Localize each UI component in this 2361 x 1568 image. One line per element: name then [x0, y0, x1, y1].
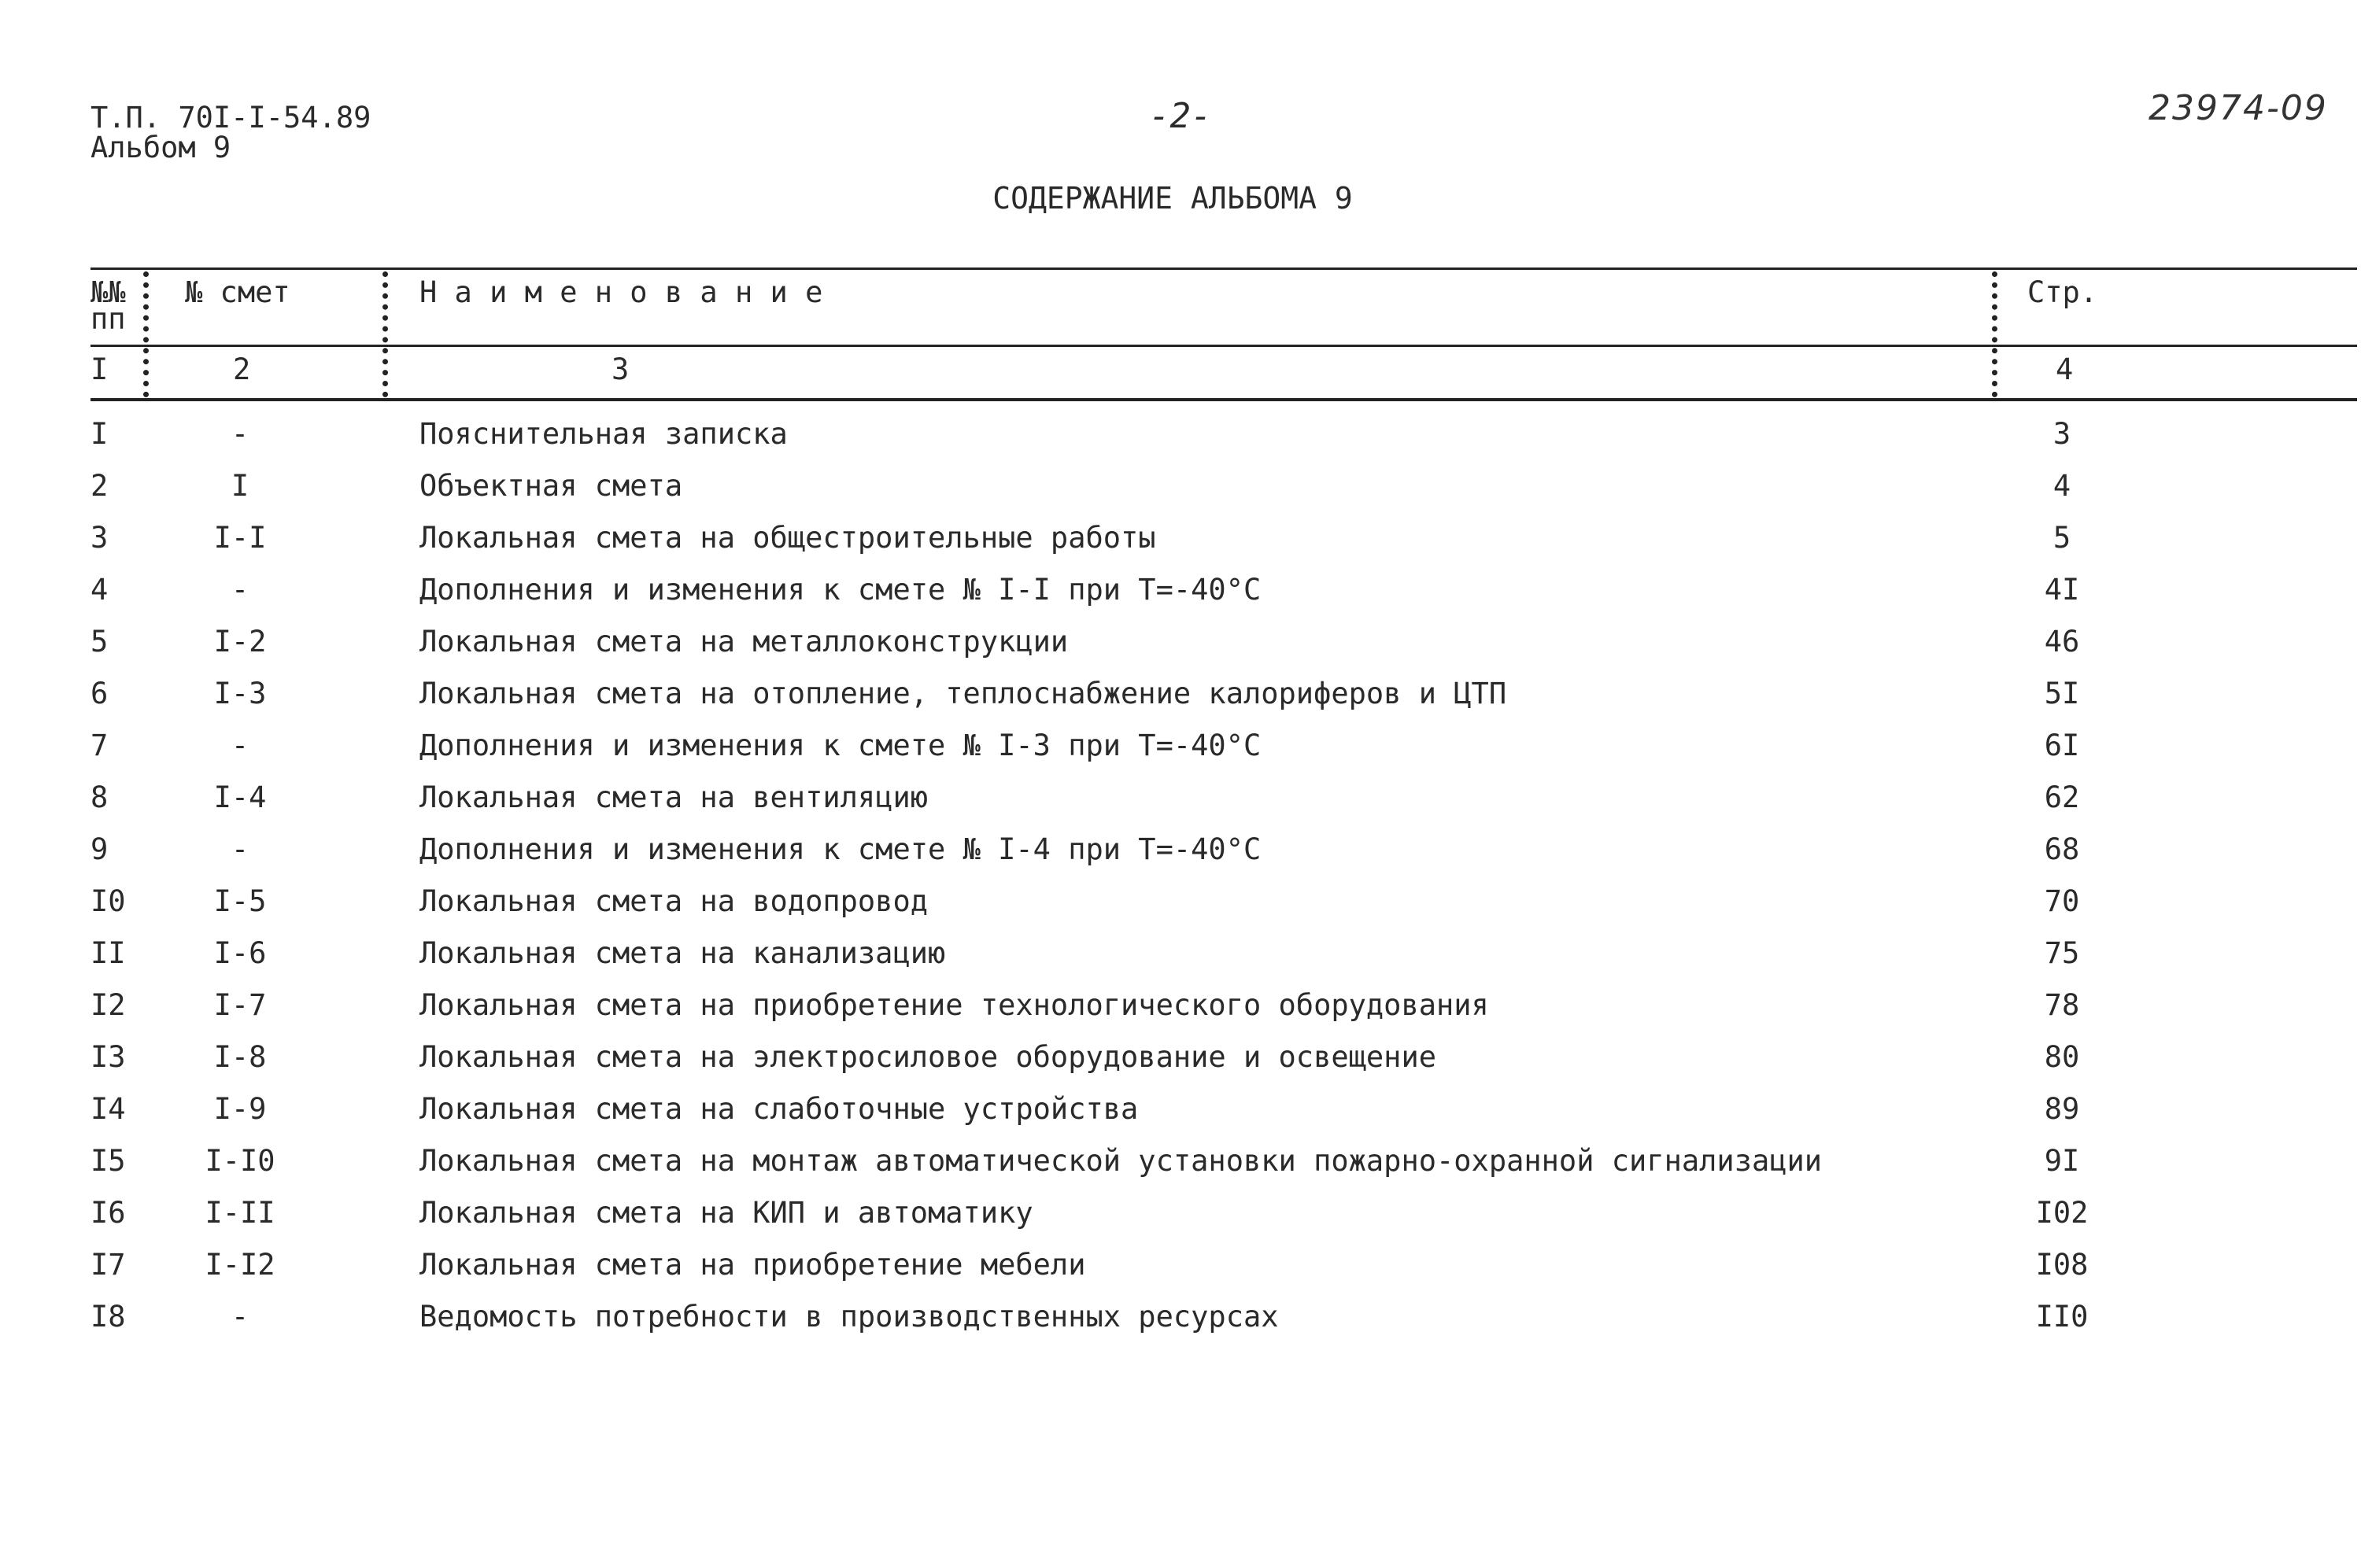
row-number: I7: [91, 1248, 126, 1282]
row-number: I2: [91, 988, 126, 1022]
row-estimate: I-II: [205, 1196, 275, 1230]
header-num-line2: пп: [91, 302, 126, 336]
row-number: I3: [91, 1040, 126, 1074]
column-number: 3: [611, 352, 630, 386]
row-page: 9I: [2044, 1144, 2080, 1178]
table-column-number-rule: [91, 398, 2357, 401]
row-number: 6: [91, 677, 109, 710]
row-name: Локальная смета на монтаж автоматической установки пожарно-охранной сигнализации: [419, 1144, 1823, 1178]
row-name: Локальная смета на канализацию: [419, 936, 946, 970]
column-divider: [1992, 271, 1997, 397]
table-row: [0, 573, 2361, 625]
row-estimate: I-4: [213, 780, 267, 814]
row-page: 3: [2052, 417, 2071, 451]
table-row: [0, 625, 2361, 677]
row-number: 9: [91, 832, 109, 866]
row-name: Локальная смета на отопление, теплоснабжение калориферов и ЦТП: [419, 677, 1507, 710]
row-number: 5: [91, 625, 109, 659]
row-name: Локальная смета на электросиловое оборудование и освещение: [419, 1040, 1437, 1074]
row-page: 78: [2044, 988, 2080, 1022]
row-page: 68: [2044, 832, 2080, 866]
row-number: I: [91, 417, 109, 451]
table-row: [0, 1300, 2361, 1352]
document-code: Т.П. 70I-I-54.89: [91, 101, 371, 135]
row-number: I5: [91, 1144, 126, 1178]
table-row: [0, 729, 2361, 780]
row-estimate: I-6: [213, 936, 267, 970]
row-page: 5I: [2044, 677, 2080, 710]
table-row: [0, 417, 2361, 469]
row-estimate: -: [231, 573, 249, 607]
row-estimate: -: [231, 1300, 249, 1334]
row-name: Ведомость потребности в производственных ресурсах: [419, 1300, 1279, 1334]
row-number: 8: [91, 780, 109, 814]
row-page: 46: [2044, 625, 2080, 659]
row-estimate: -: [231, 729, 249, 762]
row-name: Объектная смета: [419, 469, 683, 503]
column-divider: [382, 271, 388, 397]
row-estimate: I-8: [213, 1040, 267, 1074]
row-name: Дополнения и изменения к смете № I-I при Т=-40°С: [419, 573, 1262, 607]
row-page: 70: [2044, 884, 2080, 918]
table-row: [0, 1196, 2361, 1248]
row-estimate: I: [231, 469, 249, 503]
row-number: I4: [91, 1092, 126, 1126]
row-name: Локальная смета на слаботочные устройства: [419, 1092, 1139, 1126]
table-row: [0, 469, 2361, 521]
row-name: Локальная смета на общестроительные работы: [419, 521, 1156, 555]
row-estimate: I-2: [213, 625, 267, 659]
table-row: [0, 521, 2361, 573]
row-estimate: I-5: [213, 884, 267, 918]
row-number: II: [91, 936, 126, 970]
header-name: Н а и м е н о в а н и е: [419, 275, 823, 309]
row-estimate: I-9: [213, 1092, 267, 1126]
header-num-line1: №№: [91, 275, 126, 309]
row-page: 5: [2052, 521, 2071, 555]
row-number: 2: [91, 469, 109, 503]
row-page: 89: [2044, 1092, 2080, 1126]
row-page: 4I: [2044, 573, 2080, 607]
table-row: [0, 832, 2361, 884]
header-page: Стр.: [2027, 275, 2098, 309]
column-number: I: [91, 352, 109, 386]
row-estimate: I-I0: [205, 1144, 275, 1178]
table-row: [0, 988, 2361, 1040]
row-page: I08: [2035, 1248, 2089, 1282]
row-name: Локальная смета на КИП и автоматику: [419, 1196, 1033, 1230]
row-name: Локальная смета на приобретение технологического оборудования: [419, 988, 1489, 1022]
row-page: 62: [2044, 780, 2080, 814]
table-row: [0, 780, 2361, 832]
row-page: 80: [2044, 1040, 2080, 1074]
row-estimate: I-7: [213, 988, 267, 1022]
table-row: [0, 1248, 2361, 1300]
row-name: Локальная смета на вентиляцию: [419, 780, 929, 814]
row-name: Пояснительная записка: [419, 417, 788, 451]
row-number: 7: [91, 729, 109, 762]
table-row: [0, 884, 2361, 936]
row-number: I8: [91, 1300, 126, 1334]
album-label: Альбом 9: [91, 131, 231, 164]
table-row: [0, 1144, 2361, 1196]
row-estimate: -: [231, 417, 249, 451]
row-page: I02: [2035, 1196, 2089, 1230]
row-name: Локальная смета на приобретение мебели: [419, 1248, 1086, 1282]
row-estimate: I-I: [213, 521, 267, 555]
page-title: [0, 181, 2361, 216]
row-number: I6: [91, 1196, 126, 1230]
row-estimate: I-3: [213, 677, 267, 710]
handwritten-number: 23974-09: [2149, 88, 2328, 128]
column-number: 2: [233, 352, 251, 386]
row-estimate: I-I2: [205, 1248, 275, 1282]
table-row: [0, 677, 2361, 729]
row-number: I0: [91, 884, 126, 918]
table-header-rule: [91, 345, 2357, 347]
row-name: Локальная смета на металлоконструкции: [419, 625, 1069, 659]
row-estimate: -: [231, 832, 249, 866]
table-row: [0, 1092, 2361, 1144]
row-number: 4: [91, 573, 109, 607]
column-number: 4: [2056, 352, 2074, 386]
row-name: Локальная смета на водопровод: [419, 884, 929, 918]
row-page: 75: [2044, 936, 2080, 970]
page-title-text: СОДЕРЖАНИЕ АЛЬБОМА 9: [992, 181, 1353, 216]
table-row: [0, 1040, 2361, 1092]
row-page: II0: [2035, 1300, 2089, 1334]
header-estimate: № смет: [185, 275, 290, 309]
row-name: Дополнения и изменения к смете № I-4 при Т=-40°С: [419, 832, 1262, 866]
row-name: Дополнения и изменения к смете № I-3 при Т=-40°С: [419, 729, 1262, 762]
table-top-rule: [91, 267, 2357, 270]
table-row: [0, 936, 2361, 988]
row-page: 4: [2052, 469, 2071, 503]
row-number: 3: [91, 521, 109, 555]
page-number: -2-: [1149, 96, 1212, 136]
row-page: 6I: [2044, 729, 2080, 762]
column-divider: [143, 271, 149, 397]
